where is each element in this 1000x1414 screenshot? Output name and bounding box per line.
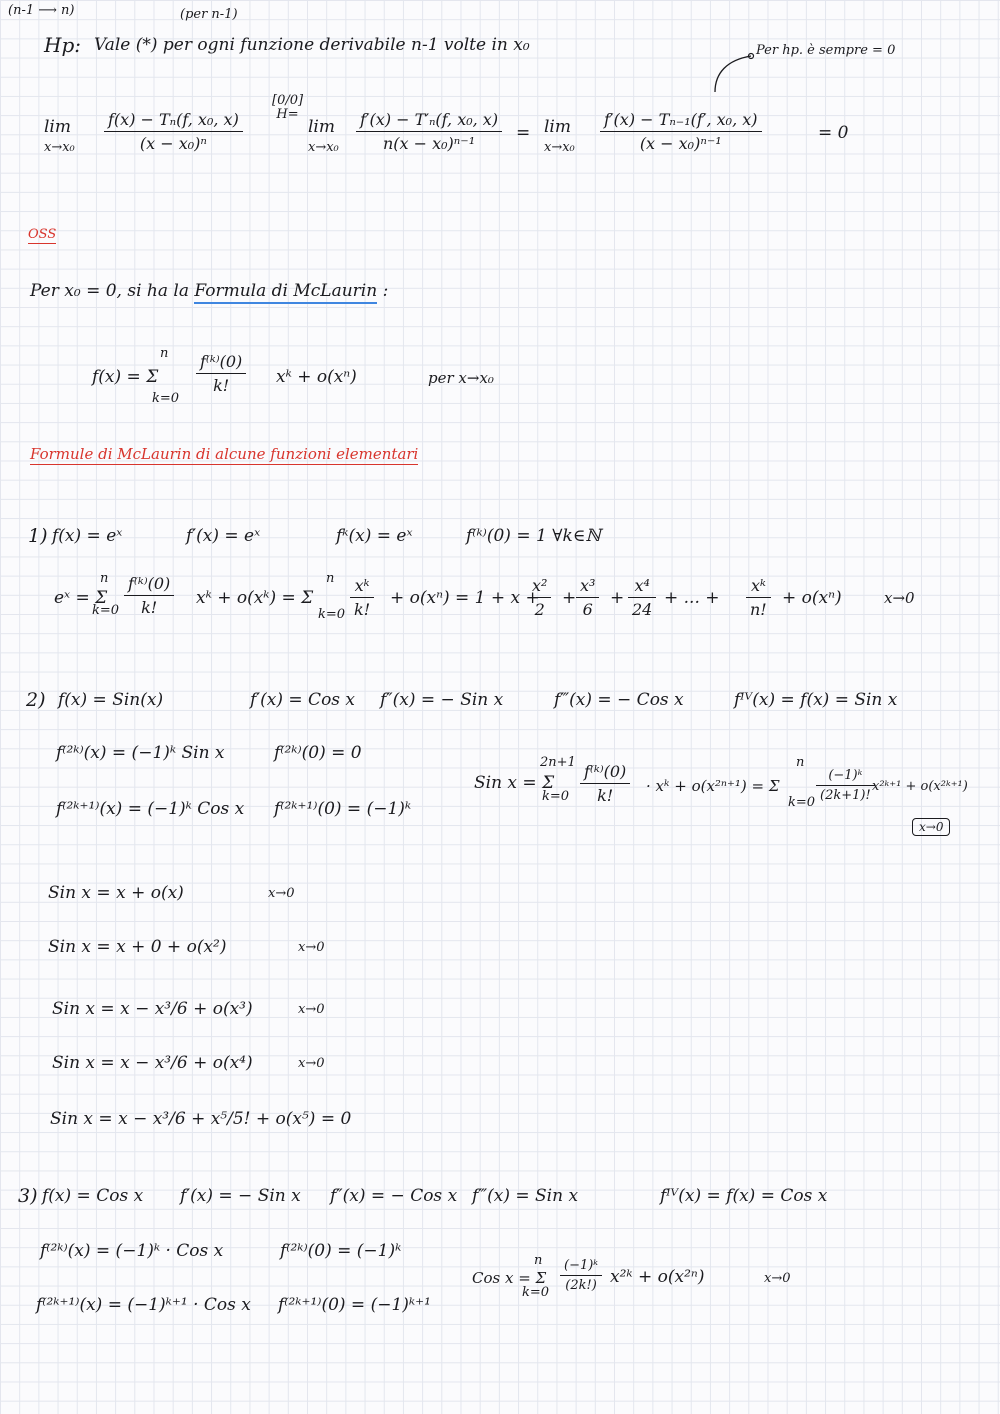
ex1-term2: $\frac{\text{x²}}{2}$	[528, 576, 551, 619]
hypothesis-text: Vale (*) per ogni funzione derivabile n-1 volte in x₀	[94, 35, 530, 55]
cos-frac	[560, 1258, 602, 1293]
ex1-sum-lower: k=0	[92, 603, 120, 618]
ex1-cond: x→0	[884, 589, 915, 607]
ex3-even: f⁽²ᵏ⁾(x) = (−1)ᵏ · Cos x	[40, 1241, 224, 1261]
limit-fraction-3	[600, 110, 762, 153]
sin-approx-1: Sin x = x + o(x)	[48, 883, 184, 903]
ex3-def: f(x) = Cos x	[42, 1186, 144, 1206]
equals-zero: = 0	[818, 123, 849, 143]
sin-frac2	[816, 768, 875, 803]
cos-condition: x→0	[764, 1271, 791, 1286]
limit-fraction-2-num: f′(x) − T′ₙ(f, x₀, x)	[360, 110, 499, 129]
sin-approx-5: Sin x = x − x³/6 + x⁵/5! + o(x⁵) = 0	[50, 1109, 352, 1129]
ex1-sum2-upper: n	[326, 571, 335, 586]
ex3-d3: f‴(x) = Sin x	[472, 1186, 579, 1206]
ex1-number: 1)	[28, 525, 48, 547]
ex1-def: f(x) = eˣ	[52, 526, 123, 546]
cos-sum-lower: k=0	[522, 1285, 550, 1300]
sin-sum2-upper: n	[796, 755, 805, 770]
limit-fraction-3-den: (x − x₀)ⁿ⁻¹	[600, 131, 762, 153]
cos-series-lhs: Cos x = Σ	[472, 1269, 547, 1287]
ex2-d3: f‴(x) = − Cos x	[554, 690, 684, 710]
sum-lower: k=0	[152, 391, 180, 406]
ex1-dots: + ... +	[664, 588, 720, 608]
sin-approx-2-cond: x→0	[298, 940, 325, 955]
ex2-d4: fᴵⱽ(x) = f(x) = Sin x	[734, 690, 898, 710]
mclaurin-formula-link: Formula di McLaurin	[194, 281, 377, 304]
oss-label: OSS	[28, 227, 57, 242]
sin-approx-2: Sin x = x + 0 + o(x²)	[48, 937, 227, 957]
mclaurin-fraction	[196, 352, 246, 395]
oss-text: Per x₀ = 0, si ha la Formula di McLaurin :	[30, 282, 388, 301]
ex3-odd: f⁽²ᵏ⁺¹⁾(x) = (−1)ᵏ⁺¹ · Cos x	[36, 1295, 251, 1315]
ex1-dk: fᵏ(x) = eˣ	[336, 526, 413, 546]
ex1-sum2-lower: k=0	[318, 607, 346, 622]
sin-series-lhs: Sin x = Σ	[474, 773, 555, 793]
sin-approx-4: Sin x = x − x³/6 + o(x⁴)	[52, 1053, 253, 1073]
sin-sum2-lower: k=0	[788, 795, 816, 810]
cos-frac-num: (−1)ᵏ	[564, 1258, 599, 1273]
limit-fraction-2	[356, 110, 502, 153]
induction-step-note: (n-1 ⟶ n)	[8, 3, 75, 18]
sin-condition-box: x→0	[912, 817, 950, 836]
ex3-d2: f″(x) = − Cos x	[330, 1186, 458, 1206]
hopital-marker: [0/0] H=	[272, 93, 304, 123]
sin-frac-num: f⁽ᵏ⁾(0)	[584, 762, 627, 781]
ex1-frac2	[350, 576, 374, 619]
ex2-def: f(x) = Sin(x)	[58, 690, 164, 710]
limit-2: lim x→x₀	[308, 117, 339, 155]
section-title: Formule di McLaurin di alcune funzioni elementari	[30, 445, 419, 463]
ex1-sum-upper: n	[100, 571, 109, 586]
ex2-d1: f′(x) = Cos x	[250, 690, 356, 710]
ex1-exp-mid2: + o(xⁿ) = 1 + x +	[390, 588, 540, 608]
ex1-term4: $\frac{\text{x⁴}}{24}$	[628, 576, 656, 619]
sin-approx-3-cond: x→0	[298, 1002, 325, 1017]
limit-fraction-1-num: f(x) − Tₙ(f, x₀, x)	[108, 110, 239, 129]
limit-fraction-3-num: f′(x) − Tₙ₋₁(f′, x₀, x)	[604, 110, 758, 129]
hypothesis-remark: Per hp. è sempre = 0	[756, 43, 896, 58]
per-n-minus-1-note: (per n-1)	[180, 7, 238, 22]
limit-fraction-1	[104, 110, 243, 153]
limit-1: lim x→x₀	[44, 117, 75, 155]
sin-sum-upper: 2n+1	[540, 755, 576, 770]
plus-sign: +	[562, 588, 577, 608]
ex1-frac	[124, 574, 174, 617]
cos-series-tail: x²ᵏ + o(x²ⁿ)	[610, 1267, 705, 1287]
sin-frac	[580, 762, 630, 805]
cos-frac-den: (2k!)	[560, 1275, 602, 1293]
sin-approx-1-cond: x→0	[268, 886, 295, 901]
sin-sum-lower: k=0	[542, 789, 570, 804]
ex1-frac-den: k!	[124, 595, 174, 617]
sin-series-tail: x²ᵏ⁺¹ + o(x²ᵏ⁺¹)	[872, 779, 968, 794]
arrow-icon	[705, 48, 755, 94]
ex2-d2: f″(x) = − Sin x	[380, 690, 504, 710]
ex1-frac-num: f⁽ᵏ⁾(0)	[128, 574, 171, 593]
cos-sum-upper: n	[534, 1253, 543, 1268]
limit-fraction-2-den: n(x − x₀)ⁿ⁻¹	[356, 131, 502, 153]
ex2-even: f⁽²ᵏ⁾(x) = (−1)ᵏ Sin x	[56, 743, 225, 763]
equals-1: =	[516, 123, 531, 143]
ex2-odd0: f⁽²ᵏ⁺¹⁾(0) = (−1)ᵏ	[274, 799, 412, 819]
sin-series-mid: · xᵏ + o(x²ⁿ⁺¹) = Σ	[646, 777, 780, 795]
ex3-odd0: f⁽²ᵏ⁺¹⁾(0) = (−1)ᵏ⁺¹	[278, 1295, 431, 1315]
ex1-frac2-den: k!	[350, 597, 374, 619]
ex2-odd: f⁽²ᵏ⁺¹⁾(x) = (−1)ᵏ Cos x	[56, 799, 245, 819]
ex3-number: 3)	[18, 1185, 38, 1207]
ex1-d1: f′(x) = eˣ	[186, 526, 261, 546]
mclaurin-rhs: xᵏ + o(xⁿ)	[276, 367, 357, 387]
ex1-termn: $\frac{\text{xᵏ}}{n!}$	[746, 576, 771, 619]
ex1-tail: + o(xⁿ)	[782, 588, 842, 608]
plus-sign: +	[610, 588, 625, 608]
limit-fraction-1-den: (x − x₀)ⁿ	[104, 131, 243, 153]
sin-approx-3: Sin x = x − x³/6 + o(x³)	[52, 999, 253, 1019]
ex1-exp-mid1: xᵏ + o(xᵏ) = Σ	[196, 588, 314, 608]
hypothesis-label: Hp:	[44, 33, 81, 57]
ex3-d1: f′(x) = − Sin x	[180, 1186, 301, 1206]
ex3-even0: f⁽²ᵏ⁾(0) = (−1)ᵏ	[280, 1241, 402, 1261]
ex1-term3: $\frac{\text{x³}}{6}$	[576, 576, 599, 619]
sin-approx-4-cond: x→0	[298, 1056, 325, 1071]
ex2-number: 2)	[26, 689, 46, 711]
ex1-frac2-num: xᵏ	[354, 576, 370, 595]
ex3-d4: fᴵⱽ(x) = f(x) = Cos x	[660, 1186, 828, 1206]
sin-frac2-den: (2k+1)!	[816, 785, 875, 803]
ex2-even0: f⁽²ᵏ⁾(0) = 0	[274, 743, 362, 763]
mclaurin-condition: per x→x₀	[428, 369, 494, 387]
sin-frac2-num: (−1)ᵏ	[828, 768, 863, 783]
ex1-exp-lhs: eˣ = Σ	[54, 588, 108, 608]
ex1-dk0: f⁽ᵏ⁾(0) = 1 ∀k∈ℕ	[466, 526, 601, 546]
sum-upper: n	[160, 346, 169, 361]
sin-frac-den: k!	[580, 783, 630, 805]
mclaurin-lhs: f(x) = Σ	[92, 367, 159, 387]
mclaurin-frac-den: k!	[196, 373, 246, 395]
mclaurin-frac-num: f⁽ᵏ⁾(0)	[200, 352, 243, 371]
limit-3: lim x→x₀	[544, 117, 575, 155]
